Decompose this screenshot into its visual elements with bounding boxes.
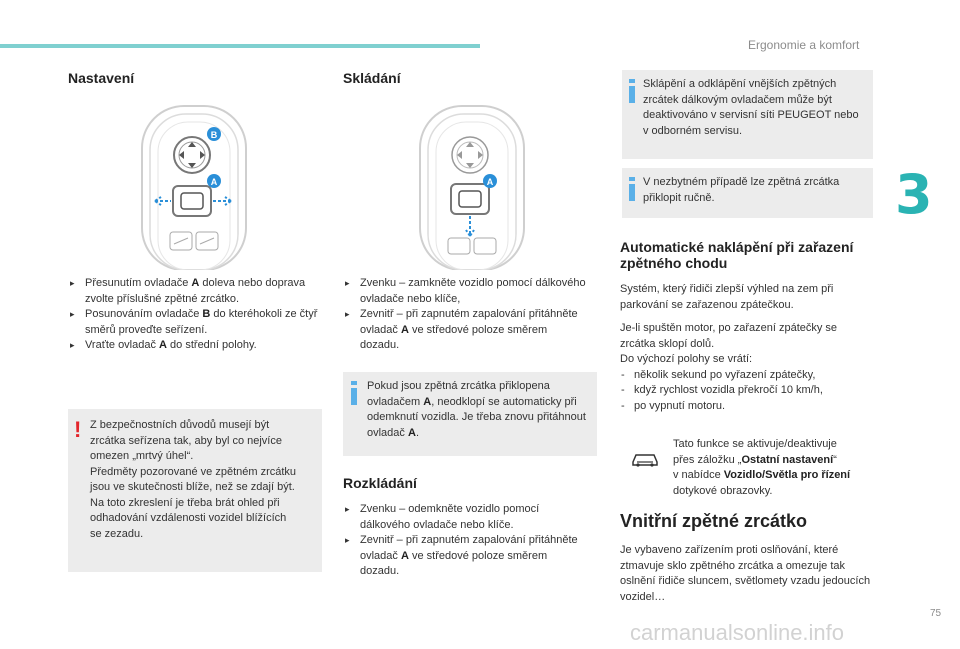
list-item: ▸ Zevnitř – při zapnutém zapalování přitáhněte ovladač A ve středové poloze směrem dozadu. [343, 307, 588, 354]
note-text: Tato funkce se aktivuje/deaktivuje přes záložku „Ostatní nastavení“ v nabídce Vozidlo/Světla pro řízení dotykové obrazovky. [673, 438, 851, 497]
heading-auto-tilt: Automatické naklápění při zařazení zpětného chodu [620, 239, 854, 271]
warning-box [68, 409, 322, 572]
chapter-number: 3 [895, 163, 933, 226]
figure-label-a: A [486, 177, 494, 187]
bullet-list-fold [343, 276, 588, 354]
heading-inner-mirror: Vnitřní zpětné zrcátko [620, 511, 808, 531]
mirror-control-figure-fold [418, 98, 526, 270]
list-item: - po vypnutí motoru. [620, 399, 870, 415]
warning-text: Z bezpečnostních důvodů musejí být zrcátka seřízena tak, aby byl co nejvíce omezen „mrtvý úhel“. Předměty pozorované ve zpětném zrcátku jsou ve skutečnosti blíže, než se zdají být. Na toto zkreslení je třeba brát ohled při odhadování vzdálenosti vozidel blížících se zezadu. [90, 419, 297, 540]
info-icon [351, 381, 357, 405]
section-title: Ergonomie a komfort [748, 38, 860, 52]
info-icon [629, 177, 635, 201]
bullet-list-adjust [68, 276, 326, 354]
figure-label-a: A [210, 177, 218, 187]
info-box-fold [343, 372, 597, 456]
list-item: - když rychlost vozidla překročí 10 km/h, [620, 383, 870, 399]
bullet-list-unfold [343, 502, 588, 580]
page-number: 75 [930, 608, 942, 619]
figure-label-b: B [210, 130, 218, 140]
list-item: ▸ Přesunutím ovladače A doleva nebo doprava zvolte příslušné zpětné zrcátko. [68, 276, 326, 307]
info-text: Sklápění a odklápění vnějších zpětných zrcátek dálkovým ovladačem může být deaktivováno v servisní síti PEUGEOT nebo v odborném servisu. [643, 78, 859, 137]
info-box-service [622, 70, 873, 159]
mirror-control-figure-adjust [140, 98, 248, 270]
info-icon [629, 79, 635, 103]
list-item: ▸ Zevnitř – při zapnutém zapalování přitáhněte ovladač A ve středové poloze směrem dozadu. [343, 533, 588, 580]
list-item: ▸ Zvenku – zamkněte vozidlo pomocí dálkového ovladače nebo klíče, [343, 276, 588, 307]
heading-rozkladani: Rozkládání [343, 475, 417, 491]
car-settings-icon [630, 450, 660, 468]
warning-icon: ! [74, 417, 82, 442]
paragraph-system: Systém, který řidiči zlepší výhled na zem při parkování se zařazenou zpátečkou. [620, 283, 834, 311]
list-item: ▸ Zvenku – odemkněte vozidlo pomocí dálkového ovladače nebo klíče. [343, 502, 588, 533]
list-item: ▸ Vraťte ovladač A do střední polohy. [68, 338, 326, 354]
paragraph-inner-mirror: Je vybaveno zařízením proti oslňování, které ztmavuje sklo zpětného zrcátka a omezuje tak oslnění řidiče sluncem, světlomety vzadu jedoucích vozidel… [620, 544, 871, 603]
heading-skladani: Skládání [343, 70, 401, 86]
list-item: ▸ Posunováním ovladače B do kteréhokoli ze čtyř směrů proveďte seřízení. [68, 307, 326, 338]
info-box-manual [622, 168, 873, 218]
header-accent-bar [0, 44, 480, 48]
dash-list [620, 368, 870, 415]
info-text: Pokud jsou zpětná zrcátka přiklopena ovladačem A, neodklopí se automaticky při odemknutí vozidla. Je třeba znovu přitáhnout ovladač A. [367, 380, 586, 439]
info-text: V nezbytném případě lze zpětná zrcátka přiklopit ručně. [643, 176, 840, 204]
heading-nastaveni: Nastavení [68, 70, 135, 86]
watermark-text: carmanualsonline.info [630, 620, 845, 645]
paragraph-operation: Je-li spuštěn motor, po zařazení zpátečky se zrcátka sklopí dolů. Do výchozí polohy se vrátí: - několik sekund po vyřazení zpátečky, - když rychlost vozidla překročí 10 km/h, - po vypnutí motoru. [620, 321, 870, 414]
list-item: - několik sekund po vyřazení zpátečky, [620, 368, 870, 384]
